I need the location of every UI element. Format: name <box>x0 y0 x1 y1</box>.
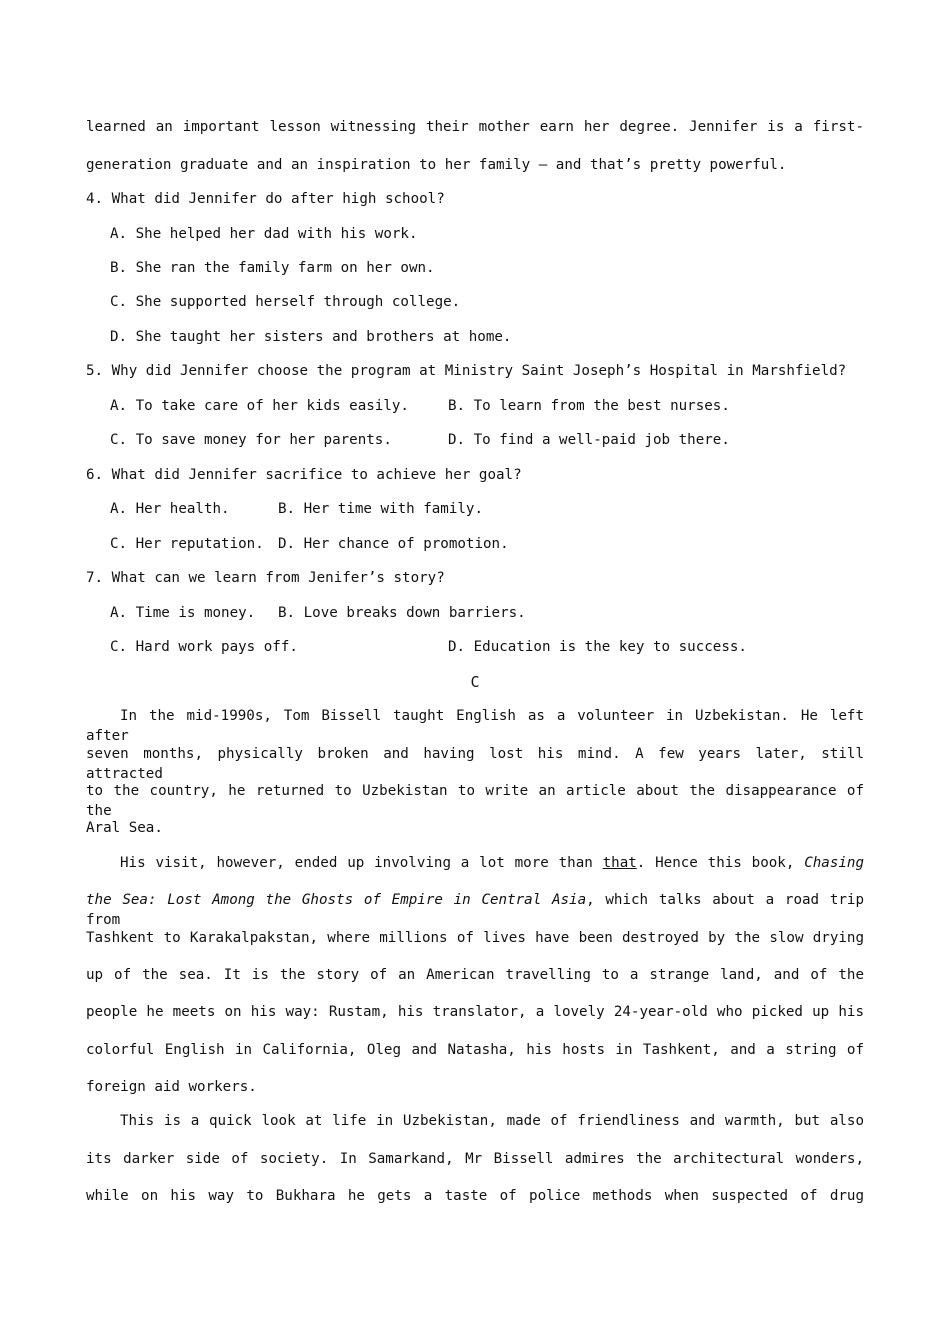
question-6-option-d: D. Her chance of promotion. <box>278 536 509 552</box>
question-5-option-c: C. To save money for her parents. <box>110 432 392 448</box>
p2-line1-before: His visit, however, ended up involving a lot more than <box>120 855 603 871</box>
section-c-p1-line-1: In the mid-1990s, Tom Bissell taught English as a volunteer in Uzbekistan. He left after <box>86 708 864 744</box>
question-5-option-d: D. To find a well-paid job there. <box>448 432 730 448</box>
question-4-option-d: D. She taught her sisters and brothers at home. <box>110 329 512 345</box>
section-c-p2-line-1 <box>86 853 864 873</box>
section-c-p2-line-5: people he meets on his way: Rustam, his translator, a lovely 24-year-old who picked up his <box>86 1004 864 1020</box>
section-c-p3-line-3: while on his way to Bukhara he gets a taste of police methods when suspected of drug <box>86 1188 864 1204</box>
passage-b-line-2: generation graduate and an inspiration to her family — and that’s pretty powerful. <box>86 157 787 173</box>
question-5-option-b: B. To learn from the best nurses. <box>448 398 730 414</box>
book-title-part-1: Chasing <box>804 855 864 871</box>
section-c-p3-line-2: its darker side of society. In Samarkand, Mr Bissell admires the architectural wonders, <box>86 1151 864 1167</box>
book-title-part-2: the Sea: Lost Among the Ghosts of Empire in Central Asia <box>86 892 587 908</box>
section-c-p2-line-3: Tashkent to Karakalpakstan, where millions of lives have been destroyed by the slow drying <box>86 930 864 946</box>
section-c-heading: C <box>470 673 480 691</box>
section-c-p2-line-6: colorful English in California, Oleg and Natasha, his hosts in Tashkent, and a string of <box>86 1042 864 1058</box>
section-c-p2-line-4: up of the sea. It is the story of an American travelling to a strange land, and of the <box>86 967 864 983</box>
section-c-p2-line-2 <box>86 890 864 930</box>
question-7-option-b: B. Love breaks down barriers. <box>278 605 526 621</box>
section-c-p3-line-1: This is a quick look at life in Uzbekistan, made of friendliness and warmth, but also <box>120 1113 864 1129</box>
question-4-option-c: C. She supported herself through college. <box>110 294 461 310</box>
question-5-stem: 5. Why did Jennifer choose the program at Ministry Saint Joseph’s Hospital in Marshfield? <box>86 363 847 379</box>
question-7-option-c: C. Hard work pays off. <box>110 639 298 655</box>
question-5-option-a: A. To take care of her kids easily. <box>110 398 409 414</box>
p2-line1-after: . Hence this book, <box>636 855 795 871</box>
question-4-stem: 4. What did Jennifer do after high school? <box>86 191 445 207</box>
question-4-option-b: B. She ran the family farm on her own. <box>110 260 435 276</box>
underlined-word-that: that <box>602 855 637 871</box>
section-c-p1-line-3: to the country, he returned to Uzbekistan to write an article about the disappearance of the <box>86 783 864 819</box>
question-7-option-d: D. Education is the key to success. <box>448 639 747 655</box>
question-6-option-a: A. Her health. <box>110 501 230 517</box>
section-c-p1-line-4: Aral Sea. <box>86 820 163 836</box>
p2-line2-after: , which talks about a road trip from <box>86 892 864 928</box>
question-6-stem: 6. What did Jennifer sacrifice to achieve her goal? <box>86 467 522 483</box>
question-7-option-a: A. Time is money. <box>110 605 256 621</box>
question-6-option-c: C. Her reputation. <box>110 536 264 552</box>
question-6-option-b: B. Her time with family. <box>278 501 483 517</box>
passage-b-line-1: learned an important lesson witnessing their mother earn her degree. Jennifer is a first- <box>86 119 864 135</box>
section-c-p1-line-2: seven months, physically broken and having lost his mind. A few years later, still attracted <box>86 746 864 782</box>
question-7-stem: 7. What can we learn from Jenifer’s story? <box>86 570 445 586</box>
section-c-p2-line-7: foreign aid workers. <box>86 1079 257 1095</box>
question-4-option-a: A. She helped her dad with his work. <box>110 226 418 242</box>
